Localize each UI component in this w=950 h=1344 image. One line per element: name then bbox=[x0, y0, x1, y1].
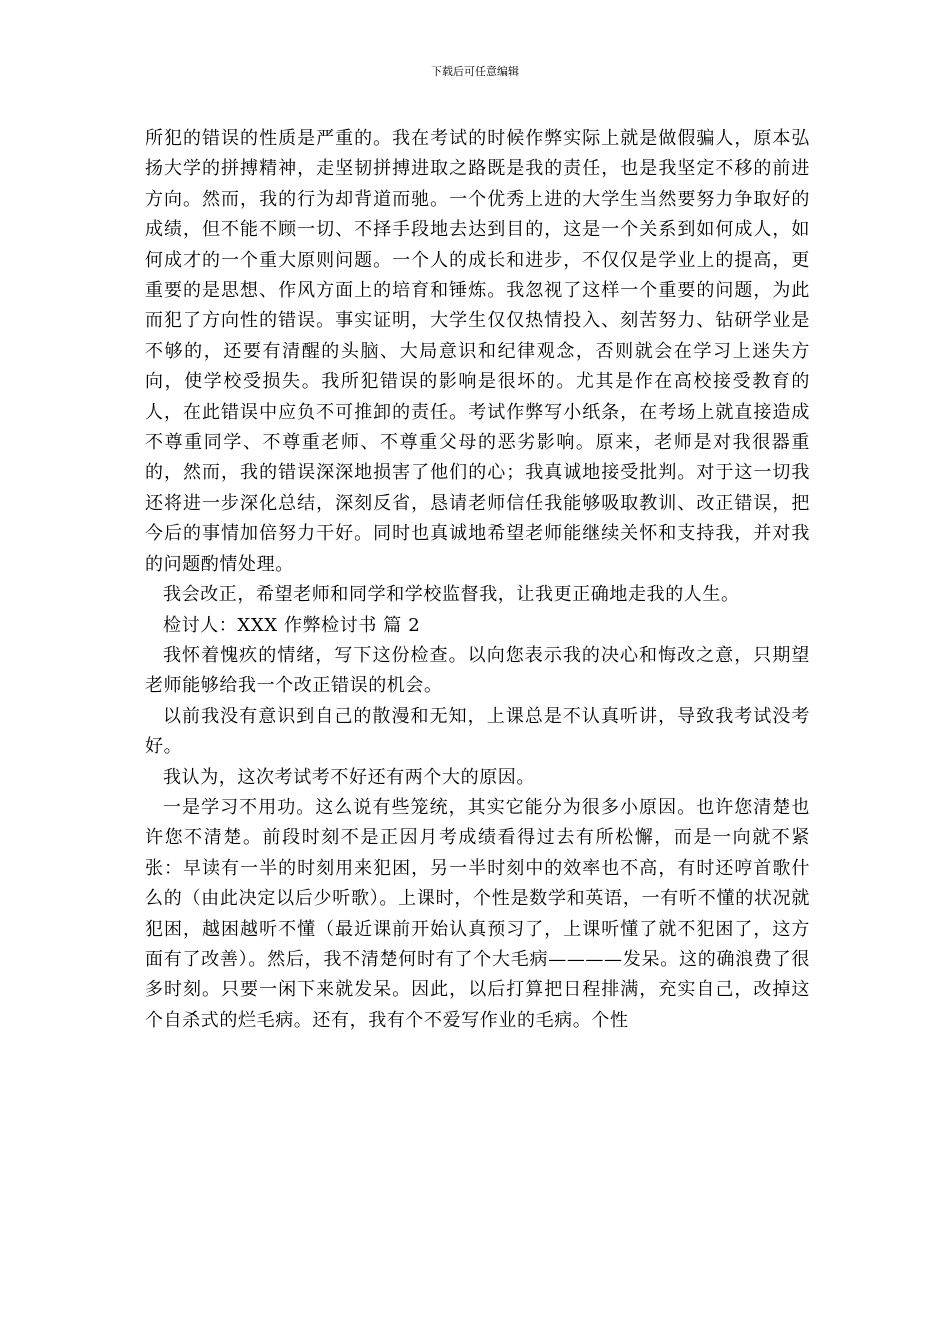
paragraph: 所犯的错误的性质是严重的。我在考试的时候作弊实际上就是做假骗人，原本弘扬大学的拼搏精神，走坚韧拼搏进取之路既是我的责任，也是我坚定不移的前进方向。然而，我的行为却背道而驰。一个优秀上进的大学生当然要努力争取好的成绩，但不能不顾一切、不择手段地去达到目的，这是一个关系到如何成人，如何成才的一个重大原则问题。一个人的成长和进步，不仅仅是学业上的提高，更重要的是思想、作风方面上的培育和锤炼。我忽视了这样一个重要的问题，为此而犯了方向性的错误。事实证明，大学生仅仅热情投入、刻苦努力、钻研学业是不够的，还要有清醒的头脑、大局意识和纪律观念，否则就会在学习上迷失方向，使学校受损失。我所犯错误的影响是很坏的。尤其是作在高校接受教育的人，在此错误中应负不可推卸的责任。考试作弊写小纸条，在考场上就直接造成不尊重同学、不尊重老师、不尊重父母的恶劣影响。原来，老师是对我很器重的，然而，我的错误深深地损害了他们的心；我真诚地接受批判。对于这一切我还将进一步深化总结，深刻反省，恳请老师信任我能够吸取教训、改正错误，把今后的事情加倍努力干好。同时也真诚地希望老师能继续关怀和支持我，并对我的问题酌情处理。 bbox=[145, 128, 810, 575]
page-header: 下载后可任意编辑 bbox=[431, 65, 519, 78]
paragraph: 我会改正，希望老师和同学和学校监督我，让我更正确地走我的人生。 bbox=[163, 584, 740, 606]
paragraph: 我认为，这次考试考不好还有两个大的原因。 bbox=[163, 766, 535, 788]
document-body bbox=[145, 124, 810, 1036]
paragraph: 以前我没有意识到自己的散漫和无知，上课总是不认真听讲，导致我考试没考好。 bbox=[145, 705, 810, 758]
paragraph: 一是学习不用功。这么说有些笼统，其实它能分为很多小原因。也许您清楚也许您不清楚。前段时刻不是正因月考成绩看得过去有所松懈，而是一向就不紧张：早读有一半的时刻用来犯困，另一半时刻中的效率也不高，有时还哼首歌什么的（由此决定以后少听歌）。上课时，个性是数学和英语，一有听不懂的状况就犯困，越困越听不懂（最近课前开始认真预习了，上课听懂了就不犯困了，这方面有了改善）。然后，我不清楚何时有了个大毛病————发呆。这的确浪费了很多时刻。只要一闲下来就发呆。因此，以后打算把日程排满，充实自己，改掉这个自杀式的烂毛病。还有，我有个不爱写作业的毛病。个性 bbox=[145, 796, 810, 1031]
paragraph-signature: 检讨人：XXX 作弊检讨书 篇 2 bbox=[163, 614, 421, 636]
paragraph: 我怀着愧疚的情绪，写下这份检查。以向您表示我的决心和悔改之意，只期望老师能够给我一个改正错误的机会。 bbox=[145, 644, 810, 697]
